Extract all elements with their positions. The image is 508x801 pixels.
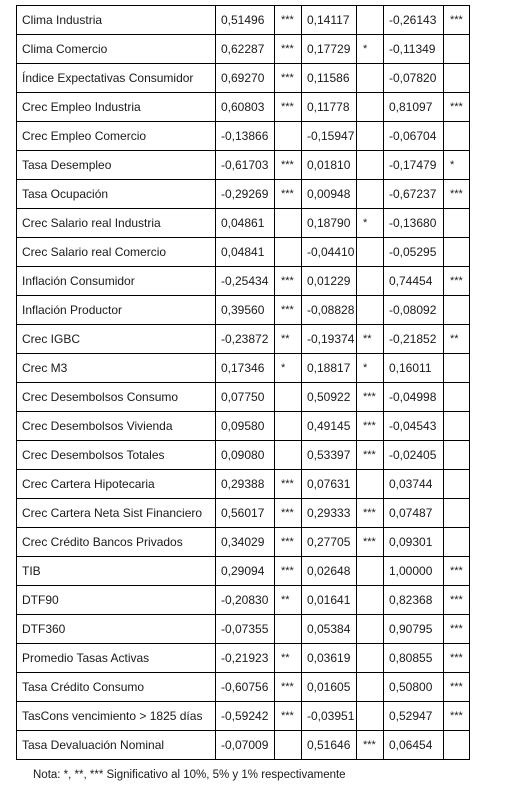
- sig-2-cell: [357, 702, 384, 731]
- variable-name-cell: Crec Desembolsos Totales: [17, 441, 216, 470]
- coef-3-cell: 0,82368: [384, 586, 444, 615]
- sig-3-cell: [444, 528, 470, 557]
- coef-2-cell: -0,08828: [302, 296, 357, 325]
- coef-3-cell: -0,05295: [384, 238, 444, 267]
- coef-2-cell: 0,01229: [302, 267, 357, 296]
- variable-name-cell: TasCons vencimiento > 1825 días: [17, 702, 216, 731]
- table-row: [17, 6, 470, 35]
- coef-1-cell: -0,21923: [216, 644, 275, 673]
- table-row: [17, 354, 470, 383]
- sig-1-cell: ***: [275, 673, 302, 702]
- sig-1-cell: ***: [275, 6, 302, 35]
- coef-3-cell: 0,16011: [384, 354, 444, 383]
- coef-1-cell: -0,61703: [216, 151, 275, 180]
- sig-3-cell: [444, 412, 470, 441]
- sig-2-cell: [357, 673, 384, 702]
- coef-1-cell: 0,04841: [216, 238, 275, 267]
- variable-name-cell: Crec Cartera Hipotecaria: [17, 470, 216, 499]
- table-row: [17, 64, 470, 93]
- coef-2-cell: 0,18817: [302, 354, 357, 383]
- sig-1-cell: ***: [275, 267, 302, 296]
- footnote: Nota: *, **, *** Significativo al 10%, 5% y 1% respectivamente: [33, 769, 346, 781]
- coef-1-cell: 0,62287: [216, 35, 275, 64]
- coef-3-cell: -0,04998: [384, 383, 444, 412]
- table-row: [17, 296, 470, 325]
- coef-3-cell: 0,74454: [384, 267, 444, 296]
- sig-3-cell: ***: [444, 644, 470, 673]
- sig-1-cell: **: [275, 586, 302, 615]
- coef-2-cell: 0,14117: [302, 6, 357, 35]
- sig-3-cell: [444, 731, 470, 760]
- sig-3-cell: [444, 383, 470, 412]
- sig-3-cell: [444, 238, 470, 267]
- table-row: [17, 209, 470, 238]
- variable-name-cell: Crec Empleo Industria: [17, 93, 216, 122]
- sig-1-cell: ***: [275, 499, 302, 528]
- sig-2-cell: [357, 267, 384, 296]
- sig-2-cell: ***: [357, 441, 384, 470]
- sig-1-cell: **: [275, 644, 302, 673]
- coef-2-cell: 0,27705: [302, 528, 357, 557]
- sig-1-cell: [275, 412, 302, 441]
- sig-2-cell: [357, 644, 384, 673]
- variable-name-cell: Clima Comercio: [17, 35, 216, 64]
- coef-1-cell: 0,09080: [216, 441, 275, 470]
- coef-2-cell: 0,01605: [302, 673, 357, 702]
- coef-3-cell: -0,06704: [384, 122, 444, 151]
- coef-3-cell: 0,81097: [384, 93, 444, 122]
- sig-3-cell: [444, 470, 470, 499]
- sig-2-cell: [357, 615, 384, 644]
- sig-1-cell: [275, 122, 302, 151]
- sig-2-cell: ***: [357, 731, 384, 760]
- coef-3-cell: -0,13680: [384, 209, 444, 238]
- variable-name-cell: Crec Crédito Bancos Privados: [17, 528, 216, 557]
- sig-3-cell: [444, 441, 470, 470]
- coef-3-cell: -0,17479: [384, 151, 444, 180]
- coef-2-cell: -0,19374: [302, 325, 357, 354]
- coef-2-cell: 0,11586: [302, 64, 357, 93]
- variable-name-cell: Inflación Productor: [17, 296, 216, 325]
- coef-1-cell: -0,59242: [216, 702, 275, 731]
- coef-3-cell: 0,03744: [384, 470, 444, 499]
- table-row: [17, 499, 470, 528]
- sig-2-cell: ***: [357, 383, 384, 412]
- sig-3-cell: ***: [444, 673, 470, 702]
- sig-3-cell: ***: [444, 267, 470, 296]
- coef-1-cell: -0,13866: [216, 122, 275, 151]
- sig-1-cell: ***: [275, 35, 302, 64]
- sig-2-cell: [357, 470, 384, 499]
- variable-name-cell: Crec Desembolsos Consumo: [17, 383, 216, 412]
- sig-1-cell: [275, 615, 302, 644]
- coef-3-cell: -0,26143: [384, 6, 444, 35]
- coef-3-cell: 0,52947: [384, 702, 444, 731]
- variable-name-cell: Crec Desembolsos Vivienda: [17, 412, 216, 441]
- coef-2-cell: 0,49145: [302, 412, 357, 441]
- coef-1-cell: 0,34029: [216, 528, 275, 557]
- coef-1-cell: -0,60756: [216, 673, 275, 702]
- coef-2-cell: 0,05384: [302, 615, 357, 644]
- table-row: [17, 151, 470, 180]
- coef-3-cell: -0,21852: [384, 325, 444, 354]
- sig-1-cell: ***: [275, 296, 302, 325]
- sig-2-cell: [357, 122, 384, 151]
- sig-1-cell: ***: [275, 93, 302, 122]
- coef-1-cell: 0,51496: [216, 6, 275, 35]
- sig-3-cell: *: [444, 151, 470, 180]
- variable-name-cell: Promedio Tasas Activas: [17, 644, 216, 673]
- sig-1-cell: [275, 209, 302, 238]
- coef-2-cell: -0,15947: [302, 122, 357, 151]
- variable-name-cell: Crec Cartera Neta Sist Financiero: [17, 499, 216, 528]
- sig-2-cell: ***: [357, 528, 384, 557]
- coef-1-cell: -0,20830: [216, 586, 275, 615]
- variable-name-cell: Crec Salario real Comercio: [17, 238, 216, 267]
- coef-1-cell: 0,56017: [216, 499, 275, 528]
- sig-2-cell: [357, 296, 384, 325]
- correlation-table: [16, 5, 470, 760]
- coef-3-cell: 0,09301: [384, 528, 444, 557]
- sig-2-cell: *: [357, 209, 384, 238]
- variable-name-cell: Índice Expectativas Consumidor: [17, 64, 216, 93]
- coef-1-cell: 0,39560: [216, 296, 275, 325]
- sig-3-cell: ***: [444, 557, 470, 586]
- sig-2-cell: [357, 180, 384, 209]
- table-body: [17, 6, 470, 760]
- sig-2-cell: ***: [357, 499, 384, 528]
- sig-3-cell: ***: [444, 586, 470, 615]
- coef-1-cell: 0,07750: [216, 383, 275, 412]
- coef-1-cell: 0,60803: [216, 93, 275, 122]
- sig-2-cell: [357, 586, 384, 615]
- variable-name-cell: Tasa Ocupación: [17, 180, 216, 209]
- sig-3-cell: ***: [444, 702, 470, 731]
- coef-3-cell: -0,04543: [384, 412, 444, 441]
- coef-2-cell: 0,01641: [302, 586, 357, 615]
- table-row: [17, 238, 470, 267]
- coef-2-cell: 0,02648: [302, 557, 357, 586]
- coef-3-cell: -0,07820: [384, 64, 444, 93]
- table-row: [17, 325, 470, 354]
- sig-3-cell: ***: [444, 93, 470, 122]
- coef-2-cell: 0,29333: [302, 499, 357, 528]
- table-row: [17, 122, 470, 151]
- coef-2-cell: 0,53397: [302, 441, 357, 470]
- coef-2-cell: 0,50922: [302, 383, 357, 412]
- coef-1-cell: -0,07009: [216, 731, 275, 760]
- coef-3-cell: -0,02405: [384, 441, 444, 470]
- sig-3-cell: [444, 35, 470, 64]
- coef-3-cell: -0,11349: [384, 35, 444, 64]
- sig-1-cell: [275, 441, 302, 470]
- sig-2-cell: [357, 93, 384, 122]
- table-row: [17, 35, 470, 64]
- variable-name-cell: Crec Salario real Industria: [17, 209, 216, 238]
- variable-name-cell: Tasa Devaluación Nominal: [17, 731, 216, 760]
- sig-3-cell: [444, 64, 470, 93]
- variable-name-cell: DTF90: [17, 586, 216, 615]
- coef-2-cell: 0,17729: [302, 35, 357, 64]
- sig-3-cell: [444, 209, 470, 238]
- table-row: [17, 441, 470, 470]
- sig-1-cell: ***: [275, 528, 302, 557]
- sig-3-cell: [444, 296, 470, 325]
- table-row: [17, 267, 470, 296]
- sig-3-cell: [444, 122, 470, 151]
- sig-2-cell: **: [357, 325, 384, 354]
- sig-1-cell: ***: [275, 64, 302, 93]
- table-row: [17, 615, 470, 644]
- sig-1-cell: ***: [275, 702, 302, 731]
- variable-name-cell: Inflación Consumidor: [17, 267, 216, 296]
- sig-2-cell: [357, 151, 384, 180]
- coef-2-cell: 0,11778: [302, 93, 357, 122]
- coef-2-cell: 0,03619: [302, 644, 357, 673]
- table-row: [17, 702, 470, 731]
- variable-name-cell: DTF360: [17, 615, 216, 644]
- coef-1-cell: 0,09580: [216, 412, 275, 441]
- variable-name-cell: Crec M3: [17, 354, 216, 383]
- coef-1-cell: 0,04861: [216, 209, 275, 238]
- coef-3-cell: 1,00000: [384, 557, 444, 586]
- coef-1-cell: -0,25434: [216, 267, 275, 296]
- table-row: [17, 644, 470, 673]
- sig-1-cell: [275, 731, 302, 760]
- variable-name-cell: TIB: [17, 557, 216, 586]
- sig-1-cell: ***: [275, 180, 302, 209]
- sig-2-cell: [357, 238, 384, 267]
- sig-2-cell: [357, 6, 384, 35]
- coef-1-cell: 0,29388: [216, 470, 275, 499]
- coef-1-cell: -0,29269: [216, 180, 275, 209]
- sig-3-cell: ***: [444, 6, 470, 35]
- variable-name-cell: Clima Industria: [17, 6, 216, 35]
- sig-3-cell: ***: [444, 180, 470, 209]
- sig-2-cell: ***: [357, 412, 384, 441]
- table-row: [17, 180, 470, 209]
- variable-name-cell: Crec Empleo Comercio: [17, 122, 216, 151]
- coef-3-cell: 0,50800: [384, 673, 444, 702]
- coef-2-cell: 0,01810: [302, 151, 357, 180]
- coef-3-cell: 0,80855: [384, 644, 444, 673]
- variable-name-cell: Crec IGBC: [17, 325, 216, 354]
- coef-2-cell: 0,51646: [302, 731, 357, 760]
- sig-1-cell: ***: [275, 557, 302, 586]
- coef-2-cell: 0,18790: [302, 209, 357, 238]
- coef-3-cell: -0,08092: [384, 296, 444, 325]
- variable-name-cell: Tasa Desempleo: [17, 151, 216, 180]
- coef-3-cell: 0,90795: [384, 615, 444, 644]
- sig-3-cell: **: [444, 325, 470, 354]
- sig-2-cell: [357, 557, 384, 586]
- coef-2-cell: 0,07631: [302, 470, 357, 499]
- table-row: [17, 557, 470, 586]
- coef-1-cell: 0,69270: [216, 64, 275, 93]
- table-row: [17, 412, 470, 441]
- coef-3-cell: 0,06454: [384, 731, 444, 760]
- sig-3-cell: [444, 499, 470, 528]
- sig-1-cell: ***: [275, 470, 302, 499]
- table-row: [17, 731, 470, 760]
- coef-2-cell: 0,00948: [302, 180, 357, 209]
- coef-1-cell: 0,17346: [216, 354, 275, 383]
- variable-name-cell: Tasa Crédito Consumo: [17, 673, 216, 702]
- coef-2-cell: -0,04410: [302, 238, 357, 267]
- coef-3-cell: -0,67237: [384, 180, 444, 209]
- sig-1-cell: ***: [275, 151, 302, 180]
- sig-2-cell: [357, 64, 384, 93]
- sig-2-cell: *: [357, 354, 384, 383]
- table-row: [17, 470, 470, 499]
- table-row: [17, 93, 470, 122]
- coef-3-cell: 0,07487: [384, 499, 444, 528]
- coef-2-cell: -0,03951: [302, 702, 357, 731]
- sig-1-cell: **: [275, 325, 302, 354]
- table-row: [17, 586, 470, 615]
- coef-1-cell: -0,23872: [216, 325, 275, 354]
- table-row: [17, 673, 470, 702]
- sig-3-cell: [444, 354, 470, 383]
- sig-3-cell: ***: [444, 615, 470, 644]
- coef-1-cell: -0,07355: [216, 615, 275, 644]
- table-row: [17, 383, 470, 412]
- sig-2-cell: *: [357, 35, 384, 64]
- coef-1-cell: 0,29094: [216, 557, 275, 586]
- table-row: [17, 528, 470, 557]
- sig-1-cell: *: [275, 354, 302, 383]
- sig-1-cell: [275, 383, 302, 412]
- sig-1-cell: [275, 238, 302, 267]
